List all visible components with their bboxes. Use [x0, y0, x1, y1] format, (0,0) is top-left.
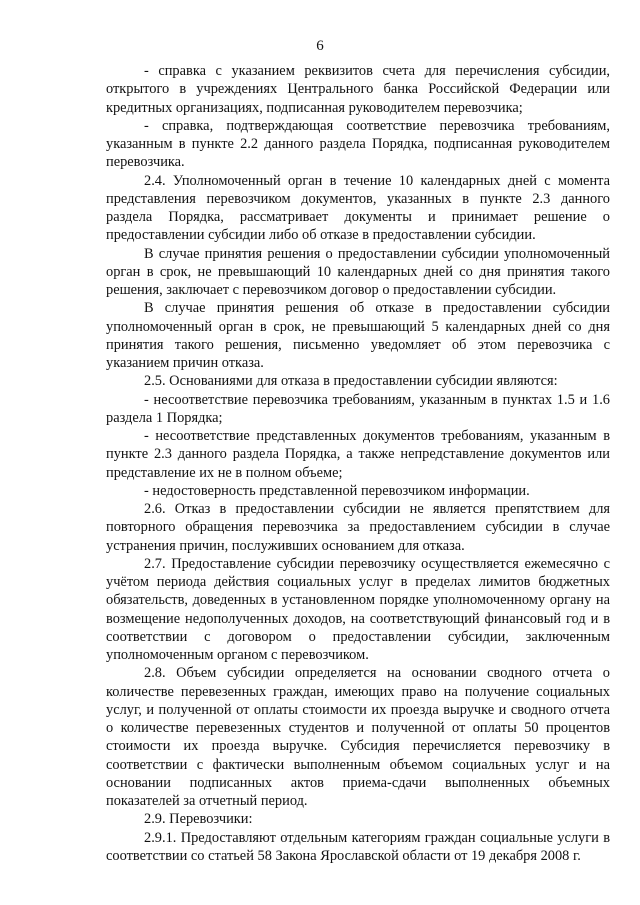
- list-item-requirements-mismatch: - несоответствие перевозчика требованиям, указанным в пунктах 1.5 и 1.6 раздела 1 Порядка;: [106, 391, 610, 426]
- paragraph-2-9: 2.9. Перевозчики:: [144, 811, 253, 828]
- paragraph-2-5: 2.5. Основаниями для отказа в предоставлении субсидии являются:: [144, 373, 558, 390]
- paragraph-2-7: 2.7. Предоставление субсидии перевозчику осуществляется ежемесячно с учётом периода действия социальных услуг в пределах лимитов бюджетных обязательств, доведенных в установленном порядке уполномоченному органу на возмещение недополученных доходов, на соответствующий финансовый год и в соответствии с договором о предоставлении субсидии, заключенным уполномоченным органом с перевозчиком.: [106, 555, 610, 663]
- paragraph-compliance-certificate: - справка, подтверждающая соответствие перевозчика требованиям, указанным в пункте 2.2 данного раздела Порядка, подписанная руководителем перевозчика.: [106, 117, 610, 171]
- paragraph-2-8: 2.8. Объем субсидии определяется на основании сводного отчета о количестве перевезенных граждан, имеющих право на получение социальных услуг, и полученной от оплаты стоимости их проезда выручке и сводного отчета о количестве перевезенных студентов и полученной от оплаты 50 процентов стоимости их проезда выручке. Субсидия перечисляется перевозчику в соответствии с фактически выполненным объемом социальных услуг и на основании подписанных актов приема-сдачи выполненных объемных показателей за отчетный период.: [106, 665, 610, 809]
- paragraph-subsidy-approval: В случае принятия решения о предоставлении субсидии уполномоченный орган в срок, не превышающий 10 календарных дней со дня принятия такого решения, заключает с перевозчиком договор о предоставлении субсидии.: [106, 245, 610, 298]
- paragraph-2-9-1: 2.9.1. Предоставляют отдельным категориям граждан социальные услуги в соответствии со статьей 58 Закона Ярославской области от 19 декабря 2008 г.: [106, 829, 610, 864]
- list-item-unreliable-information: - недостоверность представленной перевозчиком информации.: [144, 482, 530, 499]
- paragraph-2-6: 2.6. Отказ в предоставлении субсидии не является препятствием для повторного обращения перевозчика за предоставлением субсидии в случае устранения причин, послуживших основанием для отказа.: [106, 501, 610, 554]
- paragraph-2-4: 2.4. Уполномоченный орган в течение 10 календарных дней с момента представления перевозчиком документов, указанных в пункте 2.3 данного раздела Порядка, рассматривает документы и принимает решение о предоставлении субсидии либо об отказе в предоставлении субсидии.: [106, 172, 610, 244]
- document-body: [106, 62, 610, 865]
- page-number: 6: [316, 38, 324, 54]
- paragraph-bank-account-certificate: - справка с указанием реквизитов счета для перечисления субсидии, открытого в учреждениях Центрального банка Российской Федерации или кредитных организациях, подписанная руководителем перевозчика;: [106, 63, 610, 116]
- list-item-documents-mismatch: - несоответствие представленных документов требованиям, указанным в пункте 2.3 данного раздела Порядка, а также непредставление документов или представление их не в полном объеме;: [106, 428, 610, 481]
- paragraph-subsidy-refusal: В случае принятия решения об отказе в предоставлении субсидии уполномоченный орган в срок, не превышающий 5 календарных дней со дня принятия такого решения, письменно уведомляет об этом перевозчика с указанием причин отказа.: [106, 300, 610, 371]
